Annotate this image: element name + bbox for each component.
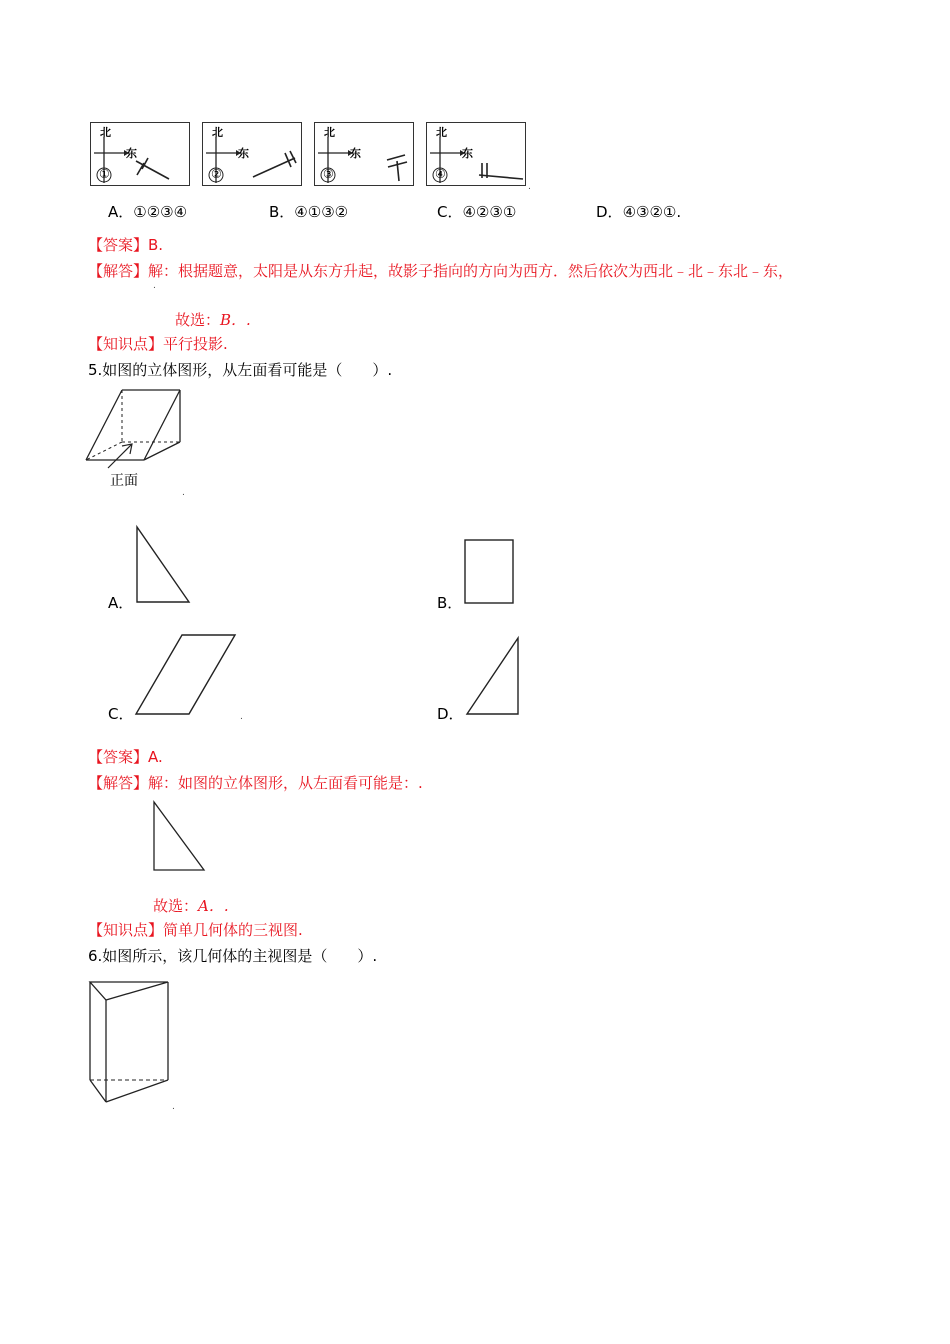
option-label: C． — [437, 203, 463, 221]
knowledge-line — [88, 335, 228, 353]
east-label: 东 — [462, 147, 473, 160]
option-text: ④①③② — [294, 203, 349, 221]
knowledge-tag: 【知识点】 — [88, 335, 164, 353]
compass-panel-2 — [202, 122, 302, 186]
prism-figure — [84, 388, 194, 468]
option-a[interactable] — [108, 203, 187, 221]
choose-prefix: 故选： — [175, 311, 221, 329]
option-text: ①②③④ — [133, 203, 188, 221]
option-c[interactable] — [437, 203, 516, 221]
north-label: 北 — [212, 126, 223, 139]
answer-value: A. — [148, 748, 163, 766]
panel-number: ③ — [323, 167, 334, 181]
answer-tag: 【答案】 — [88, 236, 149, 254]
panel-number: ② — [211, 167, 222, 181]
solution-tag: 【解答】 — [88, 262, 149, 280]
option-b[interactable] — [269, 203, 348, 221]
front-label: 正面 — [110, 473, 138, 489]
east-label: 东 — [126, 147, 137, 160]
solution-line — [88, 774, 423, 792]
option-label: A． — [108, 203, 134, 221]
choose-value: A．. — [198, 897, 229, 915]
solution-tag: 【解答】 — [88, 774, 149, 792]
choose-line — [175, 311, 251, 329]
answer-line — [88, 748, 163, 766]
question-5-text: 5.如图的立体图形，从左面看可能是（ ）. — [88, 361, 393, 379]
choose-prefix: 故选： — [153, 897, 199, 915]
knowledge-line — [88, 921, 303, 939]
north-label: 北 — [324, 126, 335, 139]
answer-line — [88, 236, 163, 254]
compass-panel-1 — [90, 122, 190, 186]
parallelogram-shape — [134, 632, 238, 718]
answer-value: B. — [148, 236, 164, 254]
option-a[interactable] — [108, 594, 133, 612]
triangular-prism-figure — [86, 978, 176, 1108]
rectangle-shape — [463, 538, 517, 606]
knowledge-text: 平行投影. — [163, 335, 228, 353]
option-d[interactable] — [437, 705, 464, 723]
compass-panel-3 — [314, 122, 414, 186]
solution-line — [88, 262, 793, 280]
answer-tag: 【答案】 — [88, 748, 149, 766]
option-label: D． — [596, 203, 623, 221]
compass-panel-4 — [426, 122, 526, 186]
north-label: 北 — [436, 126, 447, 139]
option-text: ④②③① — [462, 203, 517, 221]
panel-number: ④ — [435, 167, 446, 181]
option-b[interactable] — [437, 594, 462, 612]
north-label: 北 — [100, 126, 111, 139]
option-label: B． — [269, 203, 295, 221]
solution-text: 解：根据题意，太阳是从东方升起，故影子指向的方向为西方．然后依次为西北﹣北﹣东北﹣东， — [148, 262, 794, 280]
knowledge-tag: 【知识点】 — [88, 921, 164, 939]
option-label: C． — [108, 705, 134, 723]
option-label: D． — [437, 705, 464, 723]
option-label: A． — [108, 594, 134, 612]
option-label: B． — [437, 594, 463, 612]
knowledge-text: 简单几何体的三视图. — [163, 921, 303, 939]
east-label: 东 — [238, 147, 249, 160]
option-d[interactable] — [596, 203, 681, 221]
question-6-text: 6.如图所示，该几何体的主视图是（ ）. — [88, 947, 378, 965]
choose-value: B．. — [220, 311, 251, 329]
left-triangle-shape — [464, 636, 522, 718]
option-text: ④③②①. — [622, 203, 682, 221]
right-triangle-shape — [134, 524, 194, 606]
choose-line — [153, 897, 229, 915]
answer-triangle-shape — [151, 800, 211, 874]
panel-number: ① — [99, 167, 110, 181]
option-c[interactable] — [108, 705, 133, 723]
solution-text: 解：如图的立体图形，从左面看可能是：. — [148, 774, 423, 792]
east-label: 东 — [350, 147, 361, 160]
